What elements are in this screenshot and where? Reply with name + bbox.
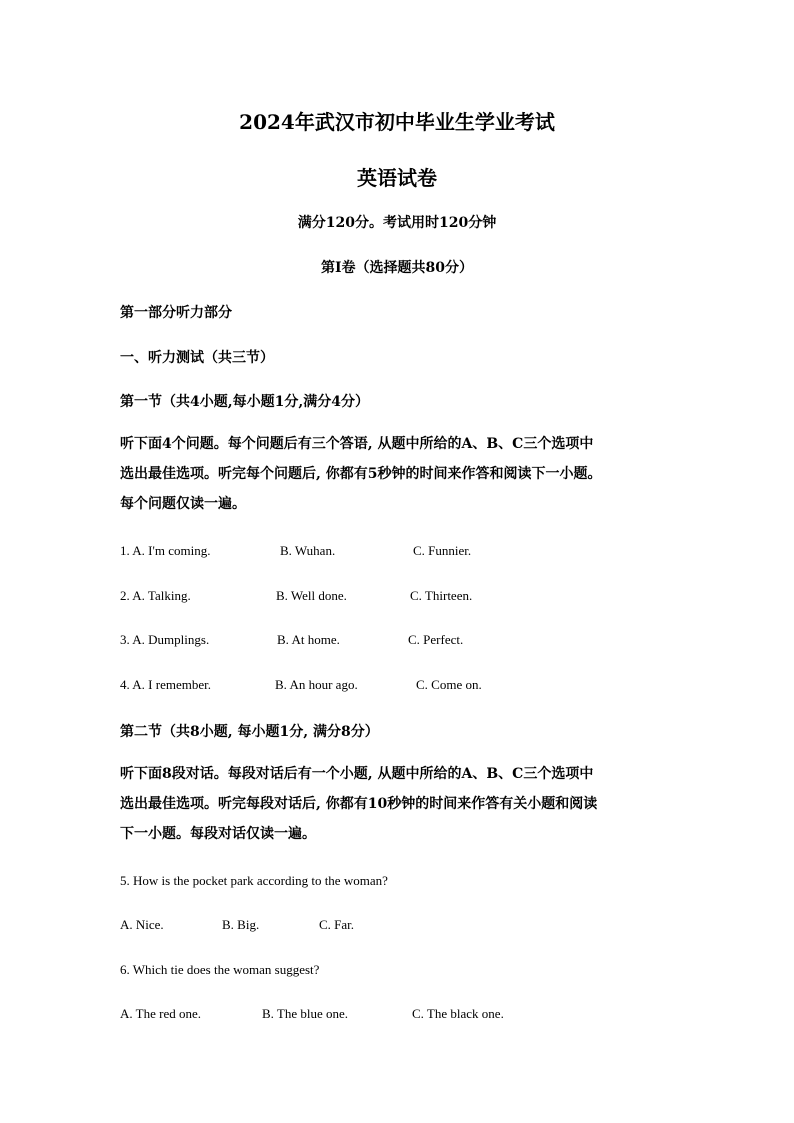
stem-text: 6. Which tie does the woman suggest? xyxy=(120,962,320,977)
option-b: B. Big. xyxy=(222,917,260,932)
section2-instructions xyxy=(120,759,690,849)
option-a: 4. A. I remember. xyxy=(120,677,211,692)
option-c: C. The black one. xyxy=(412,1006,504,1021)
instruction-line: 听下面8段对话。每段对话后有一个小题, 从题中所给的A、B、C三个选项中 xyxy=(120,766,594,782)
instruction-line: 听下面4个问题。每个问题后有三个答语, 从题中所给的A、B、C三个选项中 xyxy=(120,436,594,452)
option-b: B. At home. xyxy=(277,632,340,647)
instruction-line: 选出最佳选项。听完每段对话后, 你都有10秒钟的时间来作答有关小题和阅读 xyxy=(120,796,598,812)
part-heading: 第一部分听力部分 xyxy=(120,305,232,321)
exam-title: 2024年武汉市初中毕业生学业考试 xyxy=(239,110,555,134)
section2-heading: 第二节（共8小题, 每小题1分, 满分8分） xyxy=(120,724,379,740)
option-c: C. Funnier. xyxy=(413,543,472,558)
option-a: 1. A. I'm coming. xyxy=(120,543,211,558)
instruction-line: 下一小题。每段对话仅读一遍。 xyxy=(120,826,316,842)
option-b: B. An hour ago. xyxy=(275,677,358,692)
option-a: 3. A. Dumplings. xyxy=(120,632,210,647)
option-b: B. The blue one. xyxy=(262,1006,349,1021)
option-c: C. Come on. xyxy=(416,677,482,692)
subject-title: 英语试卷 xyxy=(357,166,437,190)
option-b: B. Well done. xyxy=(276,588,347,603)
option-b: B. Wuhan. xyxy=(280,543,336,558)
score-time-note: 满分120分。考试用时120分钟 xyxy=(297,215,497,231)
instruction-line: 选出最佳选项。听完每个问题后, 你都有5秒钟的时间来作答和阅读下一小题。 xyxy=(120,466,602,482)
listening-heading: 一、听力测试（共三节） xyxy=(120,350,274,366)
section1-instructions xyxy=(120,429,690,519)
instruction-line: 每个问题仅读一遍。 xyxy=(120,496,246,512)
stem-text: 5. How is the pocket park according to the woman? xyxy=(120,873,388,888)
option-a: A. The red one. xyxy=(120,1006,201,1021)
option-a: A. Nice. xyxy=(120,917,164,932)
section1-heading: 第一节（共4小题,每小题1分,满分4分） xyxy=(120,394,369,410)
option-c: C. Thirteen. xyxy=(410,588,473,603)
volume-title: 第Ⅰ卷（选择题共80分） xyxy=(320,260,474,276)
option-a: 2. A. Talking. xyxy=(120,588,191,603)
option-c: C. Far. xyxy=(319,917,355,932)
option-c: C. Perfect. xyxy=(408,632,464,647)
